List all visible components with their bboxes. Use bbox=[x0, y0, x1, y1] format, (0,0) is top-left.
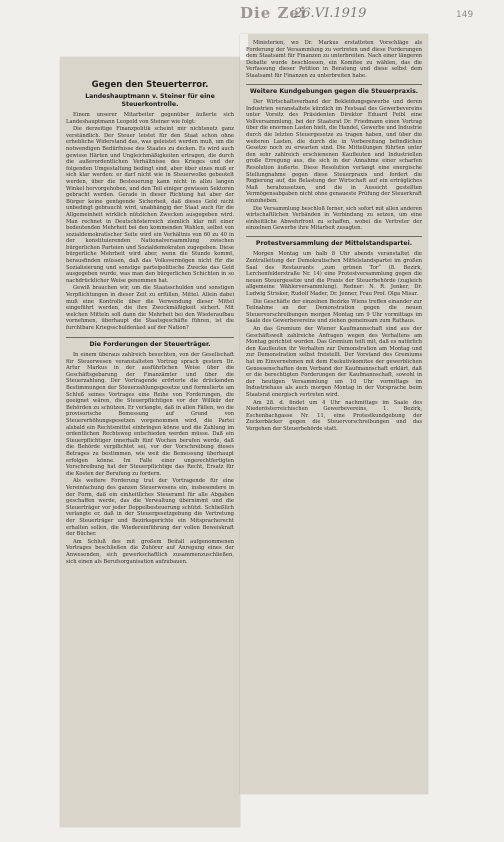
article-paragraph: An das Gremium der Wiener Kaufmannschaft sind aus der Geschäftswelt zahlreiche Anfragen wegen des Verhaltens am Montag gerichtet worden. Das Gremium teilt mit, daß es natürlich den Kaufleuten ihr Verhalten zur Demonstration am Montag und zur Demonstration selbst freistellt. Der Vorstand des Gremiums hat im Einvernehmen mit dem Exekutivkomitee der gewerblichen Genossenschaften dem Verband der Kaufmannschaft erklärt, daß er die berechtigten Forderungen der Kaufmannschaft, sowohl in der heutigen Versammlung um 10 Uhr vormittags im Industriehaus als auch morgen Montag in der Vorsprache beim Staatsrat energisch vertreten wird. bbox=[246, 325, 422, 398]
section-heading: Weitere Kundgebungen gegen die Steuerpraxis. bbox=[249, 87, 419, 95]
article-paragraph: Die Versammlung beschloß ferner, sich sofort mit allen anderen wirtschaftlichen Verbänden in Verbindung zu setzen, um eine einheitliche Abwehrfront zu schaffen, wobei die Vertreter der einzelnen Gewerbe ihre Mitarbeit zusagten. bbox=[246, 205, 422, 232]
section-heading: Protestversammlung der Mittelstandspartei. bbox=[255, 239, 413, 247]
article-paragraph: Als weitere Forderung trat der Vortragende für eine Vereinfachung des ganzen Steuerwesens ein, insbesondere in der Form, daß ein einheitliches Steueramt für alle Abgaben geschaffen werde, das die Verwaltung übernimmt und die Steuerträger vor jeder Doppelbesteuerung schützt. Schließlich verlangte er, daß in der Steuergesetzgebung die Vertretung der Steuerträger und Bezirksgerichte ein Mitspracherecht erhalten sollen, die Wiedereinführung der vollen Beweiskraft der Bücher. bbox=[66, 478, 234, 538]
section-heading: Die Forderungen der Steuerträger. bbox=[89, 340, 211, 348]
section-divider bbox=[66, 337, 234, 338]
article-paragraph: Ministerien, wo Dr. Markus erstatteten Vorschläge als Forderung der Versammlung zu vertreten und diese Forderungen dem Staatsamt für Finanzen zu unterbreiten. Nach einer längeren Debatte wurde beschlossen, ein Komitee zu wählen, das die Verfassung dieser Petition in Beratung und diese selbst dem Staatsamt für Finanzen zu unterbreiten habe. bbox=[246, 40, 422, 79]
article-subtitle: Landeshauptmann v. Steiner für eine Steuerkontrolle. bbox=[85, 93, 215, 108]
newspaper-stamp: Die Zei bbox=[240, 4, 307, 22]
handwritten-date: 26.VI.1919 bbox=[294, 6, 367, 21]
article-paragraph: Der Wirtschaftsverband der Bekleidungsgewerbe und deren Industrien veranstaltete kürzlich im Festsaal des Gewerbevereins unter Vorsitz des Präsidenten Direktor Eduard Feibl eine Vollversammlung, bei der Staatsrat Dr. Friedmann einen Vortrag über die enormen Lasten hielt, die Handel, Gewerbe und Industrie durch die letzten Steuergesetze zu tragen haben, und über die weiteren Lasten, die durch die in Vorbereitung befindlichen Gesetze noch zu erwarten sind. Die Mitteilungen führten unter den sehr zahlreich erschienenen Kaufleuten und Industriellen große Erregung aus, die sich in der Annahme einer scharfen Resolution äußerte. Diese Resolution verlangt eine energische Stellungnahme gegen diese Steuerpraxis und fordert die Regierung auf, die Belastung der Wirtschaft auf ein erträgliches Maß herabzusetzen, und die in Aussicht gestellten Vermögensabgaben nicht ohne genaueste Prüfung der Steuerkraft einzuheben. bbox=[246, 99, 422, 204]
article-paragraph: In einem überaus zahlreich besuchten, von der Gesellschaft für Steuerwesen veranstalteten Vortrag sprach gestern Dr. Artur Markus in der ausführlichen Weise über die Geschäftsgebarung der Finanzämter und über die Steuerzahlung. Der Vortragende erörterte die drückenden Bestimmungen der Steuerzahlungsgesetze und formulierte am Schluß seines Vortrages eine Reihe von Forderungen, die geeignet wären, die Steuerpflichtigen vor der Willkür der Behörden zu schützen. Er verlangte, daß in allen Fällen, wo die provisorische Bemessung auf Grund von Steuererhöhungsgesetzen vorgenommen wird, die Partei alsbald ein Rechtsmittel einbringen könne und die Zahlung im ordentlichen Rechtsweg entschieden werden müsse. Daß ein Steuerpflichtiger innerhalb fünf Wochen berufen werde, daß die Behörde verpflichtet sei, vor der Vorschreibung dieses Betrages zu bestimmen, wie weit die Bemessung überhaupt erfolgen könne. Im Falle einer ungerechtfertigten Vorschreibung hat der Steuerpflichtige das Recht, Ersatz für die Kosten der Berufung zu fordern. bbox=[66, 352, 234, 477]
article-paragraph: Einem unserer Mitarbeiter gegenüber äußerte sich Landeshauptmann Leopold von Steiner wie folgt: bbox=[66, 112, 234, 125]
article-paragraph: Am 28. d. findet um 4 Uhr nachmittags im Saale des Niederösterreichischen Gewerbevereins, 1. Bezirk, Eschenbachgasse Nr. 11, eine Protestkundgebung der Zuckerbäcker gegen die Steuervorschreibungen und das Vorgehen der Steuerbehörde statt. bbox=[246, 399, 422, 432]
article-title: Gegen den Steuerterror. bbox=[91, 80, 209, 90]
article-column-left bbox=[66, 62, 234, 822]
article-column-right bbox=[246, 40, 422, 792]
article-paragraph: Die Geschäfte der einzelnen Bezirke Wiens treffen einander zur Teilnahme an der Demonstration gegen die neuen Steuervorschreibungen morgen Montag um 9 Uhr vormittags im Saale des Gewerbevereins und ziehen gemeinsam zum Rathaus. bbox=[246, 298, 422, 325]
section-divider bbox=[246, 236, 422, 237]
section-divider bbox=[246, 84, 422, 85]
article-paragraph: Gewiß brauchen wir, um die Staatsschulden und sonstigen Verpflichtungen in dieser Zeit zu erfüllen, Mittel. Allein dabei muß eine Kontrolle über die Verwendung dieser Mittel eingeführt werden, die ihre Zweckmäßigkeit sichert. Mit welchen Mitteln soll dann die Mehrheit bei den Wiederaufbau vornehmen, überhaupt die Staatsgeschäfte führen, ist die furchtbare Kriegsschuldenlast auf der Nation? bbox=[66, 285, 234, 331]
page-number: 149 bbox=[456, 10, 474, 20]
article-paragraph: Die derzeitige Finanzpolitik scheint mir nichtsnutz ganz verständlich. Der Steuer leistet für den Staat schon ohne erhebliche Widerstand das, was geleistet werden muß, um die notwendigen Bedürfnisse des Staates zu decken. Es wird auch gewisse Härten und Ungleichmäßigkeiten ertragen, die durch die außerordentlichen Verhältnisse des Krieges und der folgenden Umgestaltung bedingt sind, aber über eines muß er sich klar werden: er darf nicht wie in Steuerwolke gebeutelt werden, über die Besteuerung kann nicht in allzu langen Winkel hervorgehoben, und den Teil einiger gewissen Sektoren gebracht werden. Gerade in dieser Richtung hat aber der Bürger keine genügende Sicherheit, daß dieses Geld nicht unbedingt gebraucht wird, unabhängig der Staat auch für die Allgemeinheit wirklich nützlichen Zwecken ausgegeben wird. Man rechnet in Deutschösterreich ziemlich klar mit einer bedeutenden Mehrheit bei den kommenden Wahlen, selbst von sozialdemokratischer Seite wird ein Verhältnis von 60 zu 40 in der konstituierenden Nationalversammlung zwischen bürgerlichen Parteien und Sozialdemokraten zugegeben. Diese bürgerliche Mehrheit wird aber, wenn die Stunde kommt, herausfinden müssen, daß das Volksvermögen nicht für die Sozialisierung und sonstige parteipolitische Zwecke das Geld ausgegeben wurde, was man den bürgerlichen Schichten in so nachdrücklicher Weise genommen hat. bbox=[66, 126, 234, 284]
article-paragraph: Am Schluß des mit großem Beifall aufgenommenen Vortrages beschließen die Zuhörer auf Anregung eines der Anwesenden, sich gewerkschaftlich zusammenzuschließen, sich einen als Berufsorganisation aufzubauen. bbox=[66, 538, 234, 565]
article-paragraph: Morgen Montag um halb 8 Uhr abends veranstaltet die Zentralleitung der Demokratischen Mittelstandspartei im großen Saal des Restaurants „zum grünen Tor“ (8. Bezirk, Lerchenfelderstraße Nr. 14) eine Protestversammlung gegen die neuen Steuergesetze und die Praxis der Steuerbehörde (zugleich allgemeine Wählerversammlung). Redner: N. R. Jenker, Dr. Ludwig Strisker, Rudolf Mader, Dr. Jenner, Frau Prof. Olga Misar. bbox=[246, 251, 422, 297]
